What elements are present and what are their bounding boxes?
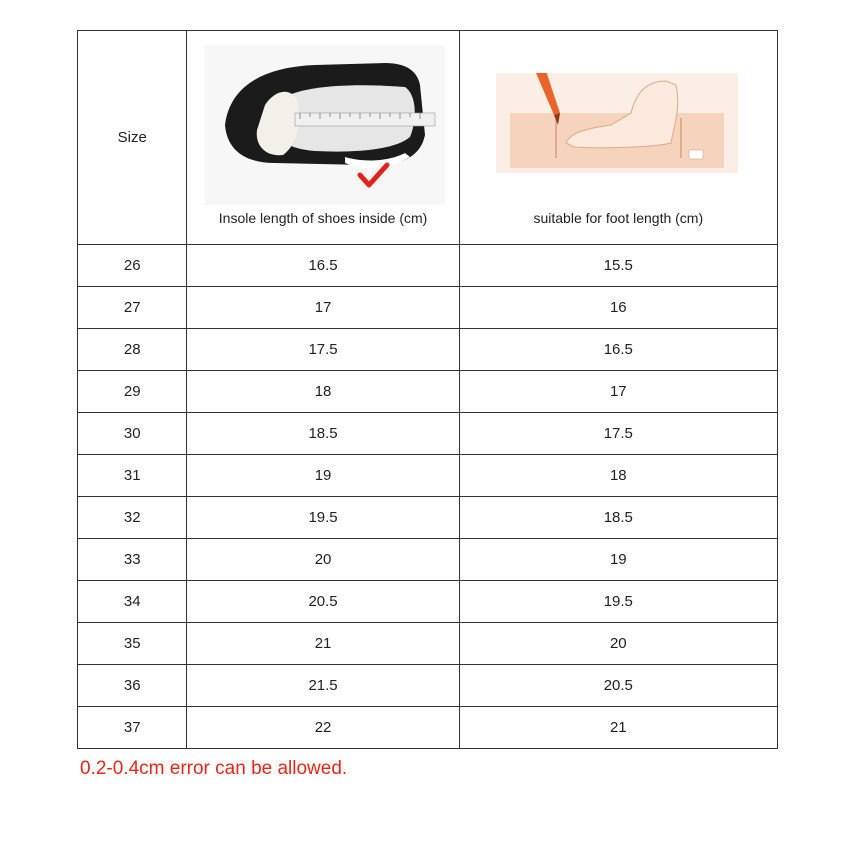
- header-foot: [459, 31, 777, 245]
- cell-insole: 16.5: [187, 245, 459, 287]
- cell-size: 37: [78, 707, 187, 749]
- table-row: [78, 623, 778, 665]
- cell-insole: 18.5: [187, 413, 459, 455]
- size-chart-table: [77, 30, 778, 749]
- foot-measure-illustration: [496, 73, 738, 173]
- cell-size: 30: [78, 413, 187, 455]
- cell-size: 35: [78, 623, 187, 665]
- table-row: [78, 581, 778, 623]
- table-row: [78, 287, 778, 329]
- cell-foot: 16.5: [459, 329, 777, 371]
- cell-insole: 21.5: [187, 665, 459, 707]
- cell-foot: 18.5: [459, 497, 777, 539]
- cell-insole: 19: [187, 455, 459, 497]
- cell-size: 33: [78, 539, 187, 581]
- error-tolerance-note: 0.2-0.4cm error can be allowed.: [80, 758, 348, 779]
- cell-foot: 16: [459, 287, 777, 329]
- cell-foot: 19.5: [459, 581, 777, 623]
- cell-size: 32: [78, 497, 187, 539]
- cell-foot: 15.5: [459, 245, 777, 287]
- header-size: Size: [78, 31, 187, 245]
- table-row: [78, 707, 778, 749]
- header-insole-label: Insole length of shoes inside (cm): [218, 210, 428, 226]
- cell-foot: 21: [459, 707, 777, 749]
- cell-foot: 17: [459, 371, 777, 413]
- cell-size: 26: [78, 245, 187, 287]
- cell-insole: 17.5: [187, 329, 459, 371]
- cell-foot: 20.5: [459, 665, 777, 707]
- cell-foot: 18: [459, 455, 777, 497]
- cell-size: 29: [78, 371, 187, 413]
- header-foot-label: suitable for foot length (cm): [533, 210, 704, 226]
- table-row: [78, 497, 778, 539]
- cell-insole: 20: [187, 539, 459, 581]
- cell-foot: 19: [459, 539, 777, 581]
- table-row: [78, 413, 778, 455]
- header-insole: [187, 31, 459, 245]
- cell-insole: 20.5: [187, 581, 459, 623]
- table-row: [78, 329, 778, 371]
- cell-foot: 17.5: [459, 413, 777, 455]
- table-row: [78, 665, 778, 707]
- shoe-insole-photo: [205, 45, 445, 205]
- table-row: [78, 245, 778, 287]
- table-row: [78, 371, 778, 413]
- cell-insole: 22: [187, 707, 459, 749]
- cell-foot: 20: [459, 623, 777, 665]
- cell-size: 34: [78, 581, 187, 623]
- cell-insole: 19.5: [187, 497, 459, 539]
- table-row: [78, 539, 778, 581]
- cell-insole: 18: [187, 371, 459, 413]
- cell-insole: 17: [187, 287, 459, 329]
- cell-size: 36: [78, 665, 187, 707]
- table-row: [78, 455, 778, 497]
- cell-size: 31: [78, 455, 187, 497]
- cell-size: 28: [78, 329, 187, 371]
- cell-insole: 21: [187, 623, 459, 665]
- cell-size: 27: [78, 287, 187, 329]
- header-row: [78, 31, 778, 245]
